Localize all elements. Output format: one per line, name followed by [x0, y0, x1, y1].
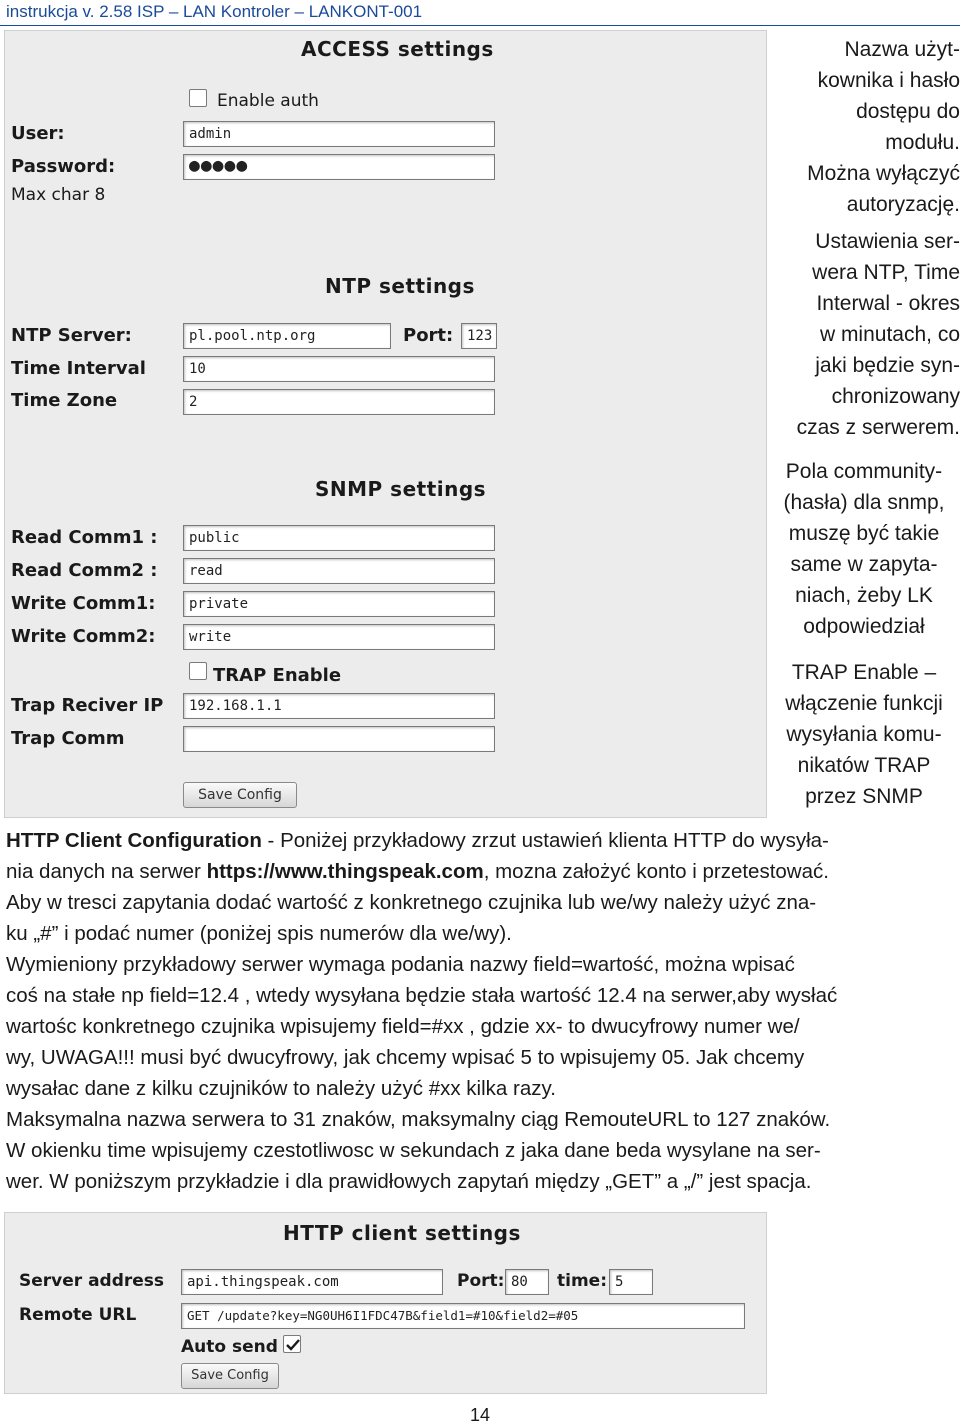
trap-comm-input[interactable] — [183, 726, 495, 752]
write-comm1-label: Write Comm1: — [11, 593, 156, 614]
checkmark-icon — [284, 1336, 302, 1354]
max-char-hint: Max char 8 — [11, 185, 106, 205]
write-comm2-label: Write Comm2: — [11, 626, 156, 647]
remote-url-label: Remote URL — [19, 1305, 137, 1325]
access-settings-title: ACCESS settings — [301, 37, 494, 61]
auto-send-checkbox[interactable] — [283, 1335, 301, 1353]
server-address-label: Server address — [19, 1271, 165, 1291]
ntp-port-label: Port: — [403, 325, 454, 346]
write-comm2-input[interactable]: write — [183, 624, 495, 650]
read-comm2-label: Read Comm2 : — [11, 560, 158, 581]
user-input[interactable]: admin — [183, 121, 495, 147]
http-port-label: Port: — [457, 1271, 505, 1291]
http-client-panel — [4, 1212, 767, 1394]
auto-send-label: Auto send — [181, 1337, 278, 1357]
enable-auth-label: Enable auth — [217, 91, 319, 111]
read-comm1-label: Read Comm1 : — [11, 527, 158, 548]
user-label: User: — [11, 123, 65, 144]
time-zone-input[interactable]: 2 — [183, 389, 495, 415]
note-ntp: Ustawienia ser- wera NTP, Time Interwal - okres w minutach, co jaki będzie syn- chronizowany czas z serwerem. — [796, 230, 960, 439]
header-divider — [0, 25, 960, 26]
time-interval-label: Time Interval — [11, 358, 146, 379]
time-zone-label: Time Zone — [11, 390, 118, 411]
trap-receiver-ip-input[interactable]: 192.168.1.1 — [183, 693, 495, 719]
note-trap: TRAP Enable – włączenie funkcji wysyłania komu- nikatów TRAP przez SNMP — [785, 661, 943, 808]
read-comm2-input[interactable]: read — [183, 558, 495, 584]
ntp-server-input[interactable]: pl.pool.ntp.org — [183, 323, 391, 349]
document-header: instrukcja v. 2.58 ISP – LAN Kontroler – LANKONT-001 — [6, 2, 423, 21]
page-number: 14 — [470, 1405, 491, 1425]
ntp-settings-title: NTP settings — [325, 274, 475, 298]
ntp-server-label: NTP Server: — [11, 325, 132, 346]
http-client-heading: HTTP Client Configuration — [6, 829, 262, 852]
ntp-port-input[interactable]: 123 — [461, 323, 497, 349]
http-save-config-button[interactable]: Save Config — [181, 1363, 279, 1389]
note-access: Nazwa użyt- kownika i hasło dostępu do modułu. Można wyłączyć autoryzację. — [807, 38, 960, 216]
http-port-input[interactable]: 80 — [505, 1269, 549, 1295]
http-time-input[interactable]: 5 — [609, 1269, 653, 1295]
trap-comm-label: Trap Comm — [11, 728, 125, 749]
password-label: Password: — [11, 156, 116, 177]
time-interval-input[interactable]: 10 — [183, 356, 495, 382]
trap-enable-checkbox[interactable] — [189, 662, 207, 680]
trap-receiver-ip-label: Trap Reciver IP — [11, 695, 164, 716]
server-address-input[interactable]: api.thingspeak.com — [181, 1269, 443, 1295]
write-comm1-input[interactable]: private — [183, 591, 495, 617]
save-config-button[interactable]: Save Config — [183, 782, 297, 808]
settings-panel — [4, 30, 767, 818]
http-client-settings-title: HTTP client settings — [283, 1221, 521, 1245]
note-snmp: Pola community- (hasła) dla snmp, muszę być takie same w zapyta- niach, żeby LK odpowiedział — [783, 460, 945, 638]
snmp-settings-title: SNMP settings — [315, 477, 487, 501]
http-client-description: HTTP Client Configuration - Poniżej przykładowy zrzut ustawień klienta HTTP do wysyła- nia danych na serwer https://www.thingspeak.com, mozna założyć konto i przetestować. Aby w tresci zapytania dodać wartość z konkretnego czujnika lub we/wy należy użyć zna- ku „#” i podać numer (poniżej spis numerów dla we/wy). Wymieniony przykładowy serwer wymaga podania nazwy field=wartość, można wpisać coś na stałe np field=12.4 , wtedy wysyłana będzie stała wartość 12.4 na serwer,aby wysłać wartośc konkretnego czujnika wpisujemy field=#xx , gdzie xx- to dwucyfrowy numer we/ wy, UWAGA!!! musi być dwucyfrowy, jak chcemy wpisać 5 to wpisujemy 05. Jak chcemy wysałac dane z kilku czujników to należy użyć #xx kilka razy. Maksymalna nazwa serwera to 31 znaków, maksymalny ciąg RemouteURL to 127 znaków. W okienku time wpisujemy czestotliwosc w sekundach z jaka dane beda wysylane na ser- wer. W poniższym przykładzie i dla prawidłowych zapytań między „GET” a „/” jest spacja. — [6, 829, 838, 1193]
read-comm1-input[interactable]: public — [183, 525, 495, 551]
enable-auth-checkbox[interactable] — [189, 89, 207, 107]
password-input[interactable]: ●●●●● — [183, 154, 495, 180]
remote-url-input[interactable]: GET /update?key=NG0UH6I1FDC47B&field1=#10&field2=#05 — [181, 1303, 745, 1329]
http-time-label: time: — [557, 1271, 607, 1291]
trap-enable-label: TRAP Enable — [213, 665, 342, 686]
thingspeak-link: https://www.thingspeak.com — [206, 860, 484, 883]
